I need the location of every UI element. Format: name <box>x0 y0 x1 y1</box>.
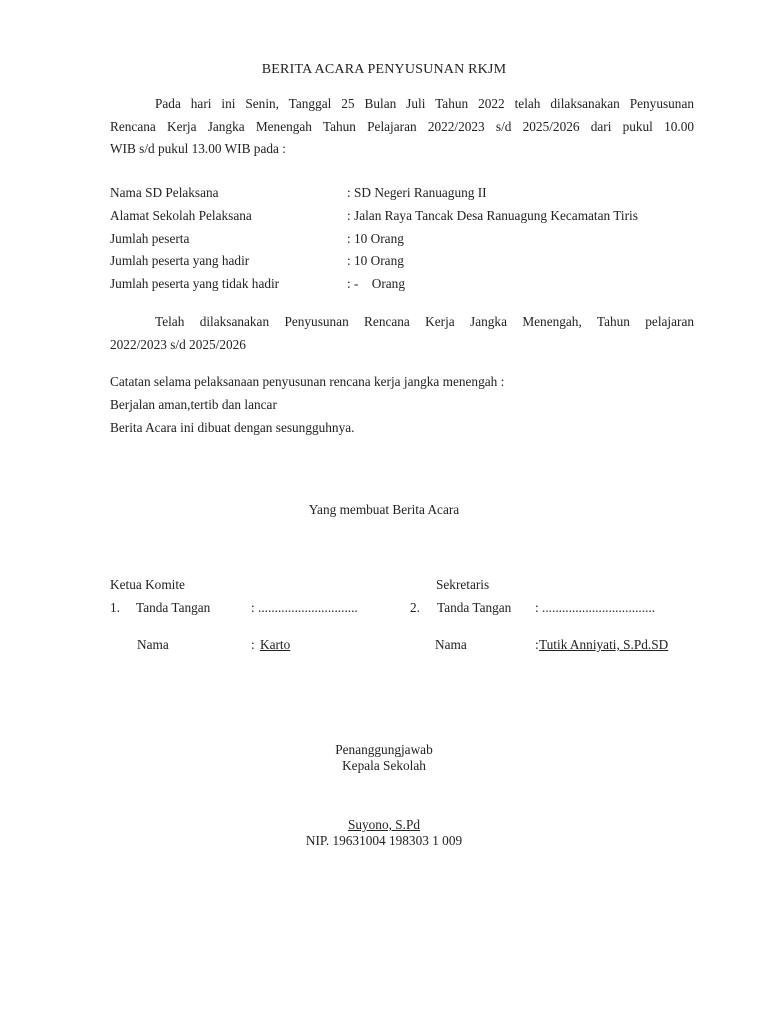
right-sign-label: Tanda Tangan <box>437 600 512 615</box>
responsible-name-wrapper <box>0 817 768 833</box>
responsible-name: Suyono, S.Pd <box>347 817 421 832</box>
responsible-position: Kepala Sekolah <box>342 758 426 773</box>
right-sign-field: : .................................. <box>535 600 656 615</box>
notes-line-1: Catatan selama pelaksanaan penyusunan rencana kerja jangka menengah : <box>110 374 505 389</box>
left-sign-label: Tanda Tangan <box>136 600 211 615</box>
intro-paragraph <box>110 93 694 161</box>
detail-label-school-name: Nama SD Pelaksana <box>110 185 219 200</box>
notes-line-2: Berjalan aman,tertib dan lancar <box>110 397 277 412</box>
left-name-value: Karto <box>260 637 291 652</box>
right-signatory-number: 2. <box>410 600 420 615</box>
right-signatory-role: Sekretaris <box>436 577 490 592</box>
document-title: BERITA ACARA PENYUSUNAN RKJM <box>261 62 507 77</box>
left-name-colon: : <box>251 637 259 652</box>
left-sign-field: : .............................. <box>251 600 358 615</box>
summary-line-2: 2022/2023 s/d 2025/2026 <box>110 336 246 352</box>
intro-line-1: Pada hari ini Senin, Tanggal 25 Bulan Juli Tahun 2022 telah dilaksanakan Penyusunan <box>155 96 694 111</box>
intro-line-2: Rencana Kerja Jangka Menengah Tahun Pelajaran 2022/2023 s/d 2025/2026 dari pukul 10.00 <box>110 118 694 134</box>
detail-label-participants: Jumlah peserta <box>110 231 190 246</box>
left-signatory-role: Ketua Komite <box>110 577 185 592</box>
left-signatory-number: 1. <box>110 600 120 615</box>
detail-value-present: : 10 Orang <box>347 253 404 268</box>
right-name-label: Nama <box>435 637 467 652</box>
right-name-value: Tutik Anniyati, S.Pd.SD <box>539 637 669 652</box>
detail-value-school-address: : Jalan Raya Tancak Desa Ranuagung Kecamatan Tiris <box>347 208 638 223</box>
summary-paragraph <box>110 311 694 356</box>
detail-value-school-name: : SD Negeri Ranuagung II <box>347 185 487 200</box>
summary-line-1: Telah dilaksanakan Penyusunan Rencana Kerja Jangka Menengah, Tahun pelajaran <box>155 314 694 329</box>
responsible-nip: NIP. 19631004 198303 1 009 <box>305 833 463 848</box>
right-name-colon: : <box>535 637 539 652</box>
detail-value-absent: : - Orang <box>347 276 405 291</box>
detail-value-participants: : 10 Orang <box>347 231 404 246</box>
intro-line-3: WIB s/d pukul 13.00 WIB pada : <box>110 141 286 156</box>
made-by-heading: Yang membuat Berita Acara <box>308 502 460 517</box>
detail-label-school-address: Alamat Sekolah Pelaksana <box>110 208 252 223</box>
left-name-label: Nama <box>137 637 169 652</box>
notes-line-3: Berita Acara ini dibuat dengan sesungguhnya. <box>110 420 355 435</box>
responsible-title: Penanggungjawab <box>335 742 433 757</box>
detail-label-absent: Jumlah peserta yang tidak hadir <box>110 276 280 291</box>
detail-label-present: Jumlah peserta yang hadir <box>110 253 250 268</box>
